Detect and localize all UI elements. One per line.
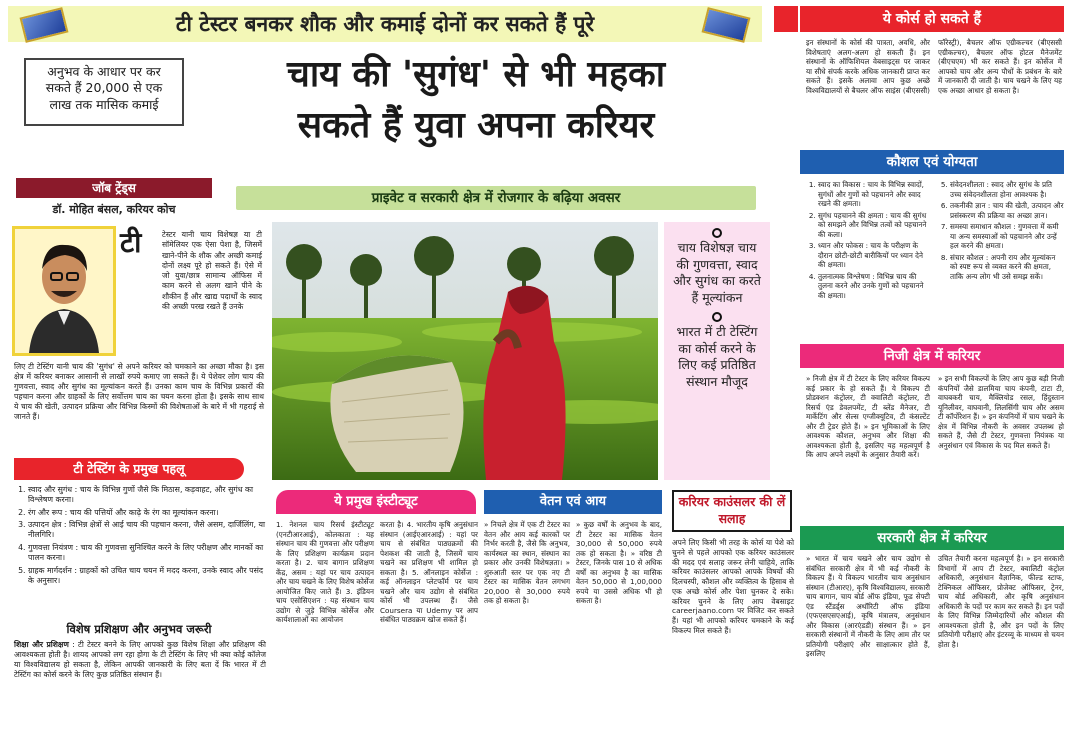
author-photo bbox=[12, 226, 116, 356]
institutes-col-1: 1. नेशनल चाय रिसर्च इंस्टीट्यूट (एनटीआरआई), कोलकाता : यह संस्थान चाय की गुणवत्ता और परीक्षण के लिए प्रशिक्षण कार्यक्रम प्रदान करता है। 2. चाय बागान प्रशिक्षण केंद्र, असम : यहां पर चाय उत्पादन और चाय चखने के लिए विशेष कोर्सेज आयोजित किए जाते हैं। 3. इंडियन चाय एसोसिएशन : यह संस्थान चाय उद्योग से जुड़े विभिन्न कोर्सेज और कार्यशालाओं का आयोजन bbox=[276, 520, 374, 624]
govt-col-2: उचित तैयारी करना महत्वपूर्ण है। » इन सरकारी विभागों में आप टी टेस्टर, क्वालिटी कंट्रोल अधिकारी, अनुसंधान वैज्ञानिक, फील्ड स्टाफ, टेक्निकल ऑफिसर, प्रोजेक्ट ऑफिसर, ट्रेनर, चाय बोर्ड अधिकारी, और कृषि अनुसंधान अधिकारी के पदों पर काम कर सकते हैं। इन पदों के लिए विभिन्न जिम्मेदारियों और कौशल की आवश्यकता होती है, और इन पदों के लिए प्रतियोगी परीक्षाएं और इंटरव्यू के माध्यम से चयन होता है। bbox=[938, 554, 1064, 649]
aspect-item: 4. गुणवत्ता नियंत्रण : चाय की गुणवत्ता सुनिश्चित करने के लिए परीक्षण और मानकों का पालन करना। bbox=[28, 543, 266, 564]
author-portrait-icon bbox=[15, 229, 113, 353]
aspect-item: 3. उत्पादन क्षेत्र : विभिन्न क्षेत्रों से आई चाय की पहचान करना, जैसे असम, दार्जिलिंग, या नीलगिरि। bbox=[28, 520, 266, 541]
headline-line-1: चाय की 'सुगंध' से भी महका bbox=[286, 54, 666, 95]
counselor-text: अपने लिए किसी भी तरह के कोर्स या पेशे को चुनने से पहले आपको एक करियर काउंसलर की मदद एवं सलाह जरूर लेनी चाहिये, ताकि करियर काउंसलर आपको आपके विषयों की दिलचस्पी, कौशल और व्यक्तित्व के हिसाब से एक अच्छे कोर्स और पेशा चुनकर दे सके। करियर चुनने के लिए आप वेबसाइट careerjaano.com पर विजिट कर सकते हैं। यहां भी आपको करियर चमकाने के कई विकल्प मिल सकते हैं। bbox=[672, 538, 794, 635]
bullet-circle-icon bbox=[712, 228, 722, 238]
column-tag bbox=[16, 178, 212, 198]
courses-col-2: फॉरेस्ट्री), बैचलर ऑफ एग्रीकल्चर (बीएससी एग्रीकल्चर), बैचलर ऑफ होटल मैनेजमेंट (बीएचएम) भी कर सकते हैं। इन कोर्सेज में आपको चाय और अन्य पौधों के प्रबंधन के बारे में जानकारी दी जाती है। चाय चखने के लिए यह एक अच्छा आधार हो सकता है। bbox=[938, 38, 1062, 95]
salary-callout bbox=[24, 58, 184, 126]
private-col-2: » इन सभी विकल्पों के लिए आप कुछ बड़ी निजी कंपनियों जैसे डालमिया चाय कंपनी, टाटा टी, वाघबकरी चाय, मैक्लियोड रसल, हिंदुस्तान यूनिलीवर, वाघवानी, लिलसिंगी चाय और असम टी कॉर्पोरेशन हैं। » इन कंपनियों में चाय चखने के क्षेत्र में विभिन्न नौकरी के अवसर उपलब्ध हो सकते हैं, जैसे टी टेस्टर, गुणवत्ता नियंत्रक या अनुसंधान एवं विकास के पद मिल सकते हैं। bbox=[938, 374, 1064, 450]
bullet-circle-icon bbox=[712, 312, 722, 322]
aspect-item: 5. ग्राहक मार्गदर्शन : ग्राहकों को उचित चाय चयन में मदद करना, उनके स्वाद और पसंद के अनुसार। bbox=[28, 566, 266, 587]
skill-item: 4. तुलनात्मक विश्लेषण : विभिन्न चाय की तुलना करने और उनके गुणों को पहचानने की क्षमता। bbox=[818, 272, 930, 301]
skill-item: 7. समस्या समाधान कौशल : गुणवत्ता में कमी या अन्य समस्याओं को पहचानने और उन्हें हल करने की क्षमता। bbox=[950, 222, 1064, 251]
skill-item: 2. सुगंध पहचानने की क्षमता : चाय की सुगंध को समझने और विभिन्न तत्वों को पहचानने की कला। bbox=[818, 211, 930, 240]
intro-drop-cap: टी bbox=[120, 226, 142, 259]
column-tag-label: जॉब ट्रेंड्स bbox=[92, 181, 136, 195]
institutes-title-bar bbox=[276, 490, 476, 514]
pullquote-2: भारत में टी टेस्टिंग का कोर्स करने के लिए कई प्रतिष्ठित संस्थान मौजूद bbox=[676, 324, 758, 389]
skills-list-2 bbox=[938, 180, 1064, 283]
skill-item: 8. संचार कौशल : अपनी राय और मूल्यांकन को स्पष्ट रूप से व्यक्त करने की क्षमता, ताकि अन्य लोग भी उसे समझ सकें। bbox=[950, 253, 1064, 282]
salary-col-1: » निचले क्षेत्र में एक टी टेस्टर का वेतन और आय कई कारकों पर निर्भर करती है, जैसे कि अनुभव, कार्यस्थल का स्थान, संस्थान का प्रकार और उनकी विशेषज्ञता। » शुरुआती स्तर पर एक नए टी टेस्टर का मासिक वेतन लगभग 20,000 से 30,000 रुपये तक हो सकता है। bbox=[484, 520, 570, 605]
skill-item: 3. ध्यान और फोकस : चाय के परीक्षण के दौरान छोटी-छोटी बारीकियों पर ध्यान देने की क्षमता। bbox=[818, 241, 930, 270]
training-text: : टी टेस्टर बनने के लिए आपको कुछ विशेष शिक्षा और प्रशिक्षण की आवश्यकता होती है। शायद आपको लग रहा होगा के टी टेस्टिंग के लिए भी क्या कोई कॉलेज या विश्वविद्यालय हो सकता है, लेकिन आपकी जानकारी के लिए बता दें कि भारत में टी टेस्टिंग का कोर्स करने के लिए कुछ प्रतिष्ठित संस्थान हैं। bbox=[14, 640, 266, 680]
private-title-bar bbox=[800, 344, 1064, 368]
right-top-stripe bbox=[774, 6, 798, 32]
skill-item: 6. तकनीकी ज्ञान : चाय की खेती, उत्पादन और प्रसंस्करण की प्रक्रिया का अच्छा ज्ञान। bbox=[950, 201, 1064, 220]
institutes-title: ये प्रमुख इंस्टीट्यूट bbox=[334, 494, 418, 509]
tea-packet-right-icon bbox=[702, 7, 751, 43]
govt-title-bar bbox=[800, 526, 1064, 550]
byline: डॉ. मोहित बंसल, करियर कोच bbox=[52, 203, 176, 216]
training-body bbox=[14, 640, 266, 680]
skills-list-1 bbox=[806, 180, 930, 302]
intro-beside-photo: टेस्टर यानी चाय विशेषज्ञ या टी सॉमेलियर एक ऐसा पेशा है, जिसमें खाने-पीने के शौक और अच्छी कमाई दोनों लक्ष्य पूरे हो सकते हैं। ऐसे में जो युवा/छात्र सामान्य ऑफिस में काम करने से अलग खाने पीने के शौकीन हैं और खाद्य पदार्थों के स्वाद की अच्छी परख रखते हैं उनके bbox=[162, 230, 262, 311]
aspects-title-bar bbox=[14, 458, 244, 480]
tea-packet-left-icon bbox=[20, 7, 69, 43]
govt-title: सरकारी क्षेत्र में करियर bbox=[877, 530, 987, 546]
aspects-title: टी टेस्टिंग के प्रमुख पहलू bbox=[73, 461, 185, 476]
institutes-col-2: करता है। 4. भारतीय कृषि अनुसंधान संस्थान (आईएआरआई) : यहां पर चाय से संबंधित पाठ्यक्रमों की पेशकश की जाती है, जिसमें चाय चखने का प्रशिक्षण भी शामिल हो सकता है। 5. ऑनलाइन कोर्सेज : कई ऑनलाइन प्लेटफॉर्म पर चाय चखने और चाय उद्योग से संबंधित कोर्स भी उपलब्ध हैं। जैसे Coursera या Udemy पर आप संबंधित पाठ्यक्रम खोज सकते हैं। bbox=[380, 520, 478, 624]
govt-col-1: » भारत में चाय चखने और चाय उद्योग से संबंधित सरकारी क्षेत्र में भी कई नौकरी के विकल्प हैं। ये विकल्प भारतीय चाय अनुसंधान संस्थान (टीआरए), कृषि विश्वविद्यालय, सरकारी चाय बागान, चाय बोर्ड ऑफ इंडिया, फूड सेफ्टी एंड स्टैंडर्ड्स अथॉरिटी ऑफ इंडिया (एफएसएसएआई), कृषि मंत्रालय, अनुसंधान और विकास (आरएंडडी) संस्थान हैं। » इन सरकारी संस्थानों में नौकरी के लिए आम तौर पर प्रतियोगी परीक्षाएं और साक्षात्कार होते हैं, इसलिए bbox=[806, 554, 930, 658]
tea-picker-photo-icon bbox=[272, 222, 658, 480]
salary-col-2: » कुछ वर्षों के अनुभव के बाद, टी टेस्टर का मासिक वेतन 30,000 से 50,000 रुपये तक हो सकता है। » वरिष्ठ टी टेस्टर, जिनके पास 10 से अधिक वर्षों का अनुभव है का मासिक वेतन 50,000 से 1,00,000 रुपये या उससे अधिक भी हो सकता है। bbox=[576, 520, 662, 605]
courses-col-1: इन संस्थानों के कोर्स की पात्रता, अवधि, और विशेषताएं अलग-अलग हो सकती हैं। इन संस्थानों के ऑफिशियल वेबसाइट्स पर जाकर या सीधे संपर्क करके अधिक जानकारी प्राप्त कर सकते हैं। इसके अलावा आप कुछ अच्छे विश्वविद्यालयों से बैचलर ऑफ साइंस (बीएससी) bbox=[806, 38, 930, 95]
private-col-1: » निजी क्षेत्र में टी टेस्टर के लिए करियर विकल्प कई प्रकार के हो सकते हैं। ये विकल्प टी प्रोडक्शन कंट्रोलर, टी क्वालिटी कंट्रोलर, टी रिसर्च एंड डेवलपमेंट, टी ब्लेंड मैनेजर, टी मार्केटिंग और सेल्स एग्जीक्यूटिव, टी कंसल्टेंट और टी ट्रेडर होते हैं। » इन भूमिकाओं के लिए आवश्यक कौशल, अनुभव और शिक्षा की आवश्यकता होती है, इसलिए यह महत्वपूर्ण है कि आप अपने लक्ष्यों के अनुसार तैयारी करें। bbox=[806, 374, 930, 459]
skill-item: 5. संवेदनशीलता : स्वाद और सुगंध के प्रति उच्च संवेदनशीलता होना आवश्यक है। bbox=[950, 180, 1064, 199]
photo-banner bbox=[236, 186, 756, 210]
training-label: शिक्षा और प्रशिक्षण bbox=[14, 640, 69, 649]
training-title: विशेष प्रशिक्षण और अनुभव जरूरी bbox=[66, 622, 212, 636]
pullquote-1: चाय विशेषज्ञ चाय की गुणवत्ता, स्वाद और सुगंध का करते हैं मूल्यांकन bbox=[673, 240, 761, 305]
salary-title: वेतन एवं आय bbox=[539, 494, 607, 509]
salary-title-bar bbox=[484, 490, 662, 514]
salary-callout-text: अनुभव के आधार पर कर सकते हैं 20,000 से एक लाख तक मासिक कमाई bbox=[45, 64, 163, 112]
pullquote-box bbox=[664, 222, 770, 480]
counselor-title: करियर काउंसलर की लें सलाह bbox=[678, 494, 786, 526]
skills-title: कौशल एवं योग्यता bbox=[886, 154, 978, 170]
banner-text: टी टेस्टर बनकर शौक और कमाई दोनों कर सकते हैं पूरे bbox=[175, 12, 595, 36]
counselor-title-box bbox=[672, 490, 792, 532]
aspect-item: 1. स्वाद और सुगंध : चाय के विभिन्न गुणों जैसे कि मिठास, कड़वाहट, और सुगंध का विश्लेषण करना। bbox=[28, 485, 266, 506]
headline-line-2: सकते हैं युवा अपना करियर bbox=[297, 105, 655, 146]
intro-below-photo: लिए टी टेस्टिंग यानी चाय की 'सुगंध' से अपने करियर को चमकाने का अच्छा मौका है। इस क्षेत्र में करियर बनाकर आसानी से लाखों रुपये कमाए जा सकते हैं। ये पेशेवर लोग चाय की गुणवत्ता, स्वाद और सुगंध का मूल्यांकन करते हैं। उनका काम चाय के विभिन्न प्रकारों की पहचान करना और ग्राहकों के लिए सर्वोत्तम चाय का चयन करना होता है। इसके साथ साथ ये चाय की खेती, उत्पादन प्रक्रिया और विभिन्न किस्मों की विशेषताओं के बारे में भी गहराई से जानते हैं। bbox=[14, 362, 264, 422]
aspect-item: 2. रंग और रूप : चाय की पत्तियों और काढ़े के रंग का मूल्यांकन करना। bbox=[28, 508, 266, 518]
skill-item: 1. स्वाद का विकास : चाय के विभिन्न स्वादों, सुगंधों और गुणों को पहचानने और स्वाद रखने की क्षमता। bbox=[818, 180, 930, 209]
aspects-list bbox=[16, 485, 266, 588]
tea-garden-photo bbox=[272, 222, 658, 480]
headline bbox=[196, 50, 756, 152]
courses-title: ये कोर्स हो सकते हैं bbox=[882, 11, 982, 27]
skills-title-bar bbox=[800, 150, 1064, 174]
courses-title-bar bbox=[800, 6, 1064, 32]
photo-banner-text: प्राइवेट व सरकारी क्षेत्र में रोजगार के बढ़िया अवसर bbox=[371, 190, 621, 206]
top-banner bbox=[8, 6, 762, 42]
private-title: निजी क्षेत्र में करियर bbox=[883, 348, 981, 364]
